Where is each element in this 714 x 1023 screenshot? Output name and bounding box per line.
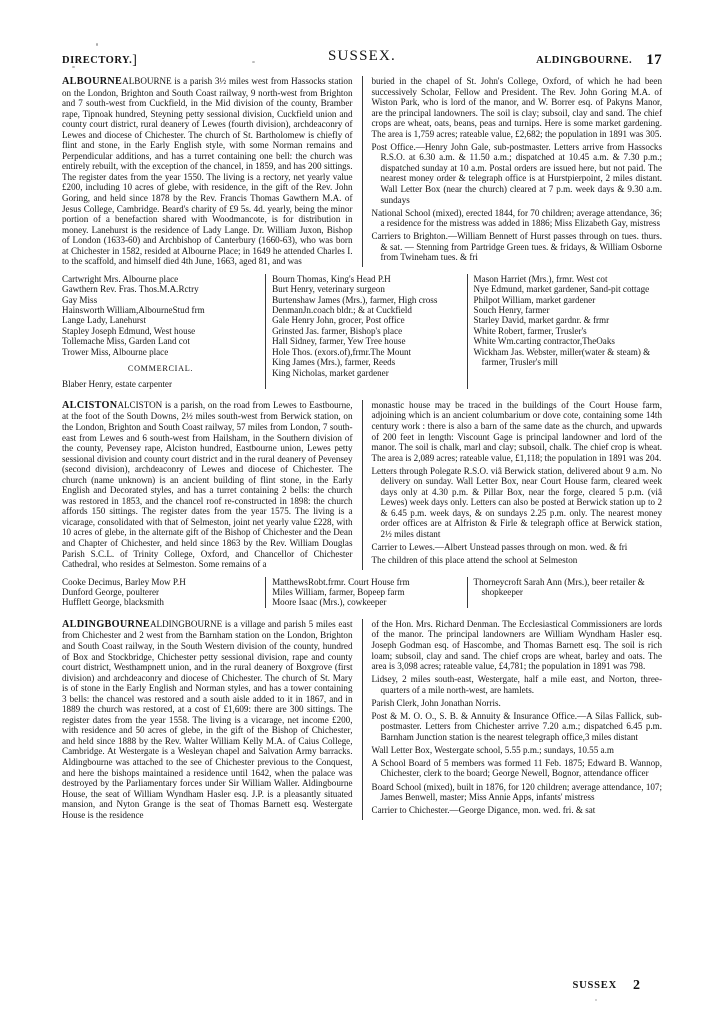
albourne-listing-column-3 <box>467 274 662 389</box>
aldingbourne-body-right-1: of the Hon. Mrs. Richard Denman. The Ecclesiastical Commissioners are lords of the manor. The principal landowners are William Wyndham Hasler esq. Joseph Godman esq. of Hascombe, and Thomas Barnett esq. The soil is rich loam; subsoil, clay and sand. The chief crops are wheat, barley and oats. The area is 3,098 acres; rateable value, £4,781; the population in 1891 was 798. <box>371 618 662 672</box>
alciston-left-column <box>62 400 362 570</box>
running-head <box>62 46 662 76</box>
list-item: Nye Edmund, market gardener, Sand-pit cottage <box>473 284 650 295</box>
list-item: Philpot William, market gardener <box>473 294 596 305</box>
footer-signature-number: 2 <box>633 978 640 993</box>
albourne-directory-listing <box>62 274 662 389</box>
running-head-section-label: DIRECTORY. <box>62 55 133 66</box>
alciston-text-left <box>62 400 353 570</box>
alciston-body-right-1: monastic house may be traced in the buildings of the Court House farm, adjoining which is an ancient columbarium or dove cote, containing some 14th century work : there is also a barn of the same date as the church, and upwards of 200 feet in length: Viscount Gage is principal landowner and lord of the manor. The soil is chalk, marl and clay; subsoil, chalk. The chief crop is wheat. The area is 2,089 acres; rateable value, £1,118; the population in 1891 was 204. <box>371 399 662 463</box>
aldingbourne-wall-letter-box: Wall Letter Box, Westergate school, 5.55 p.m.; sundays, 10.55 a.m <box>371 744 614 755</box>
albourne-carriers: Carriers to Brighton.—William Bennett of Hurst passes through on tues. thurs. & sat. — Stenning from Partridge Green tues. & fridays, & William Osborne from Twineham tues. & fri <box>371 231 662 263</box>
list-item: King James (Mrs.), farmer, Reeds <box>272 357 396 368</box>
list-item: Moore Isaac (Mrs.), cowkeeper <box>272 597 387 608</box>
albourne-listing-column-1 <box>62 274 265 389</box>
aldingbourne-hamlets: Lidsey, 2 miles south-east, Westergate, half a mile east, and Norton, three-quarters of a mile north-west, are hamlets. <box>371 674 662 695</box>
list-item: Hall Sidney, farmer, Yew Tree house <box>272 336 406 347</box>
albourne-post-office: Post Office.—Henry John Gale, sub-postmaster. Letters arrive from Hassocks R.S.O. at 6.30 a.m. & 11.50 a.m.; dispatched at 10.45 a.m. & 7.30 p.m.; dispatched sunday at 10 a.m. Postal orders are issued here, but not paid. The nearest money order & telegraph office is at Hurstpierpoint, 2 miles distant. Wall Letter Box (near the church) cleared at 7 p.m. week days & 9.30 a.m. sundays <box>371 141 662 205</box>
list-item: Hainsworth William,AlbourneStud frm <box>62 305 205 316</box>
list-item: Lange Lady, Lanehurst <box>62 315 146 326</box>
alciston-carrier: Carrier to Lewes.—Albert Unstead passes through on mon. wed. & fri <box>371 542 628 553</box>
aldingbourne-text-left <box>62 619 353 820</box>
alciston-school-note: The children of this place attend the school at Selmeston <box>371 555 578 566</box>
list-item: Hole Thos. (exors.of),frmr.The Mount <box>272 346 412 357</box>
scan-speck <box>96 43 98 46</box>
alciston-listing-column-1 <box>62 577 265 608</box>
list-item: DenmanJn.coach bldr.; & at Cuckfield <box>272 305 412 316</box>
list-item: Grinsted Jas. farmer, Bishop's place <box>272 325 403 336</box>
albourne-parish-name: ALBOURNE <box>62 76 123 87</box>
albourne-article <box>62 76 662 267</box>
list-item: Starley David, market gardnr. & frmr <box>473 315 610 326</box>
list-item: Dunford George, poulterer <box>62 587 160 598</box>
section-divider <box>62 608 662 619</box>
commercial-heading: COMMERCIAL. <box>127 364 194 374</box>
list-item: Gawthern Rev. Fras. Thos.M.A.Rctry <box>62 284 199 295</box>
list-item: Burt Henry, veterinary surgeon <box>272 284 385 295</box>
albourne-body-right-1: buried in the chapel of St. John's College, Oxford, of which he had been successively Scholar, Fellow and President. The Rev. John Goring M.A. of Wiston Park, who is lord of the manor, and W. Borrer esq. of Pakyns Manor, are the principal landowners. The soil is clay; subsoil, clay and sand. The chief crops are wheat, oats, beans, peas and turnips. Here is some market gardening. The area is 1,759 acres; rateable value, £2,682; the population in 1891 was 305. <box>371 76 662 139</box>
list-item: Bourn Thomas, King's Head P.H <box>272 273 391 284</box>
albourne-right-column <box>362 76 663 267</box>
section-divider <box>62 389 662 400</box>
list-item: Cartwright Mrs. Albourne place <box>62 273 179 284</box>
aldingbourne-parish-name: ALDINGBOURNE <box>62 618 150 630</box>
list-item: Blaber Henry, estate carpenter <box>62 378 172 389</box>
list-item: Burtenshaw James (Mrs.), farmer, High cross <box>272 294 438 305</box>
alciston-listing-column-3 <box>467 577 662 608</box>
running-head-right <box>536 51 662 68</box>
alciston-directory-listing <box>62 577 662 608</box>
alciston-listing-column-2 <box>265 577 466 608</box>
list-item: Trower Miss, Albourne place <box>62 346 169 357</box>
list-item: MatthewsRobt.frmr. Court House frm <box>272 576 410 587</box>
directory-page <box>62 0 662 1023</box>
page-footer <box>62 977 662 993</box>
aldingbourne-right-column <box>362 619 663 820</box>
list-item: King Nicholas, market gardener <box>272 367 389 378</box>
aldingbourne-school-board: A School Board of 5 members was formed 11 Feb. 1875; Edward B. Wannop, Chichester, clerk to the board; George Newell, Bognor, attendance officer <box>371 757 662 779</box>
aldingbourne-body-left: ALDINGBOURNE is a village and parish 5 miles east from Chichester and 2 west from the Barnham station on the London, Brighton and South Coast railway, in the South Western division of the county, hundred of Box and Stockbridge, Chichester petty sessional division, rape and county court district, Westhampnett union, and in the rural deanery of Boxgrove (first division) and archdeaconry and diocese of Chichester. The church of St. Mary is of stone in the Early English and Norman styles, and has a tower containing 3 bells: the chancel was restored and a south aisle added to it in 1867, and in 1889 the church was restored, at a cost of £1,609: there are 300 sittings. The register dates from the year 1558. The living is a vicarage, net income £200, with residence and 50 acres of glebe, in the gift of the Bishop of Chichester, and held since 1888 by the Rev. Walter William Kelly M.A. of Caius College, Cambridge. At Westergate is a Wesleyan chapel and Salvation Army barracks. Aldingbourne was attached to the see of Chichester previous to the Conquest, and here the bishops maintained a residence until 1642, when the palace was destroyed by the Parliamentary forces under Sir William Waller. Aldingbourne House, the seat of William Wyndham Hasler esq. J.P. is a pleasantly situated mansion, and Nyton Grange is the seat of Thomas Barnett esq. Westergate House is the residence <box>62 618 353 820</box>
list-item: Gay Miss <box>62 294 98 305</box>
list-item: Mason Harriet (Mrs.), frmr. West cot <box>473 273 608 284</box>
list-item: Thorneycroft Sarah Ann (Mrs.), beer retailer & shopkeeper <box>473 576 645 598</box>
page-number: 17 <box>646 52 662 68</box>
aldingbourne-parish-clerk: Parish Clerk, John Jonathan Norris. <box>371 697 501 708</box>
albourne-text-left <box>62 76 353 267</box>
aldingbourne-board-school: Board School (mixed), built in 1876, for 120 children; average attendance, 107; James Benwell, master; Miss Annie Apps, infants' mistress <box>371 781 662 803</box>
albourne-left-column <box>62 76 362 267</box>
list-item: Hufflett George, blacksmith <box>62 597 164 608</box>
albourne-body-left: ALBOURNE is a parish 3½ miles west from Hassocks station on the London, Brighton and South Coast railway, 9 north-west from Brighton and 7 south-west from Cuckfield, in the Mid division of the county, Bramber rape, Tipnoak hundred, Steyning petty sessional division, Cuckfield union and county court district, rural deanery of Lewes (fourth division), archdeaconry of Lewes and diocese of Chichester. The church of St. Bartholomew is chiefly of flint and stone, in the Early English style, with some Norman remains and Perpendicular additions, and has a turret containing one bell: the church was entirely rebuilt, with the exception of the chancel, in 1859, and has 200 sittings. The register dates from the year 1550. The living is a rectory, net yearly value £200, including 10 acres of glebe, with residence, in the gift of the Rev. John Goring, and held since 1878 by the Rev. Francis Thomas Gawthern M.A. of Jesus College, Cambridge. Beard's charity of £9 5s. 4d. yearly, being the minor portion of a benefaction shared with Woodmancote, is for distribution in money. Lanehurst is the residence of Lady Lange. Dr. William Juxon, Bishop of London (1633-60) and Archbishop of Canterbury (1660-63), who was born at Chichester in 1582, resided at Albourne Place; in 1649 he attended Charles I. to the scaffold, and himself died 4th June, 1663, aged 81, and was <box>62 76 353 267</box>
list-item: Gale Henry John, grocer, Post office <box>272 315 405 326</box>
aldingbourne-carrier: Carrier to Chichester.—George Digance, mon. wed. fri. & sat <box>371 805 596 816</box>
alciston-body-left: ALCISTON is a parish, on the road from Lewes to Eastbourne, at the foot of the South Downs, 2½ miles south-west from Berwick station, on the London, Brighton and South Coast railway, 57 miles from London, 7 south-east from Lewes and 6 south-west from Hailsham, in the Southern division of the county, Pevensey rape, Alciston hundred, Eastbourne union, Lewes petty sessional division and county court district and in the rural deanery of Pevensey (second division), archdeaconry of Lewes and diocese of Chichester. The church (name unknown) is an ancient building of flint stone, in the Early English and Decorated styles, and has a turret containing 2 bells: the church was restored in 1853, and the chancel roof re-constructed in 1898: the church affords 150 sittings. The register dates from the year 1575. The living is a vicarage, consolidated with that of Selmeston, joint net yearly value £228, with 10 acres of glebe, in the alternate gift of the Bishop of Chichester and the Dean and Chapter of Chichester, and held since 1863 by the Rev. William Douglas Parish S.C.L. of Trinity College, Oxford, and Chancellor of Chichester Cathedral, who resides at Selmeston. Some remains of a <box>62 399 353 570</box>
list-item: White Wm.carting contractor,TheOaks <box>473 336 615 347</box>
alciston-letters: Letters through Polegate R.S.O. viâ Berwick station, delivered about 9 a.m. No delivery on sunday. Wall Letter Box, near Court House farm, cleared week days only at 4.30 p.m. & Pillar Box, near the forge, cleared 5 p.m. (viâ Lewes) week days only. Letters can also be posted at Berwick station up to 2 & 6.45 p.m. week days, & on sundays 2.25 p.m. only. The nearest money order offices are at Alfriston & Firle & telegraph office at Berwick station, 2½ miles distant <box>371 465 662 539</box>
albourne-national-school: National School (mixed), erected 1844, for 70 children; average attendance, 36; a residence for the mistress was added in 1886; Miss Elizabeth Gay, mistress <box>371 207 662 229</box>
running-head-parish-label: ALDINGBOURNE. <box>536 55 633 66</box>
albourne-listing-column-2 <box>265 274 466 389</box>
footer-signature-block <box>62 977 662 993</box>
scan-speck <box>595 999 597 1001</box>
running-head-county-title: SUSSEX. <box>327 48 396 64</box>
list-item: Wickham Jas. Webster, miller(water & steam) & farmer, Trusler's mill <box>473 346 651 368</box>
list-item: Miles William, farmer, Bopeep farm <box>272 587 405 598</box>
footer-signature-label: SUSSEX <box>572 980 617 991</box>
list-item: White Robert, farmer, Trusler's <box>473 325 587 336</box>
alciston-parish-name: ALCISTON <box>62 399 118 411</box>
list-item: Stapley Joseph Edmund, West house <box>62 325 196 336</box>
list-item: Cooke Decimus, Barley Mow P.H <box>62 576 186 587</box>
aldingbourne-post-office: Post & M. O. O., S. B. & Annuity & Insurance Office.—A Silas Fallick, sub-postmaster. Letters from Chichester arrive 7.20 a.m.; dispatched 6.45 p.m. Barnham Junction station is the nearest telegraph office,3 miles distant <box>371 710 662 742</box>
aldingbourne-left-column <box>62 619 362 820</box>
list-item: Tollemache Miss, Garden Land cot <box>62 336 190 347</box>
alciston-right-column <box>362 400 663 570</box>
running-head-bracket: ] <box>132 53 138 68</box>
list-item: Souch Henry, farmer <box>473 305 550 316</box>
scan-speck <box>252 61 255 63</box>
alciston-article <box>62 400 662 570</box>
scan-speck <box>72 66 75 68</box>
aldingbourne-article <box>62 619 662 820</box>
